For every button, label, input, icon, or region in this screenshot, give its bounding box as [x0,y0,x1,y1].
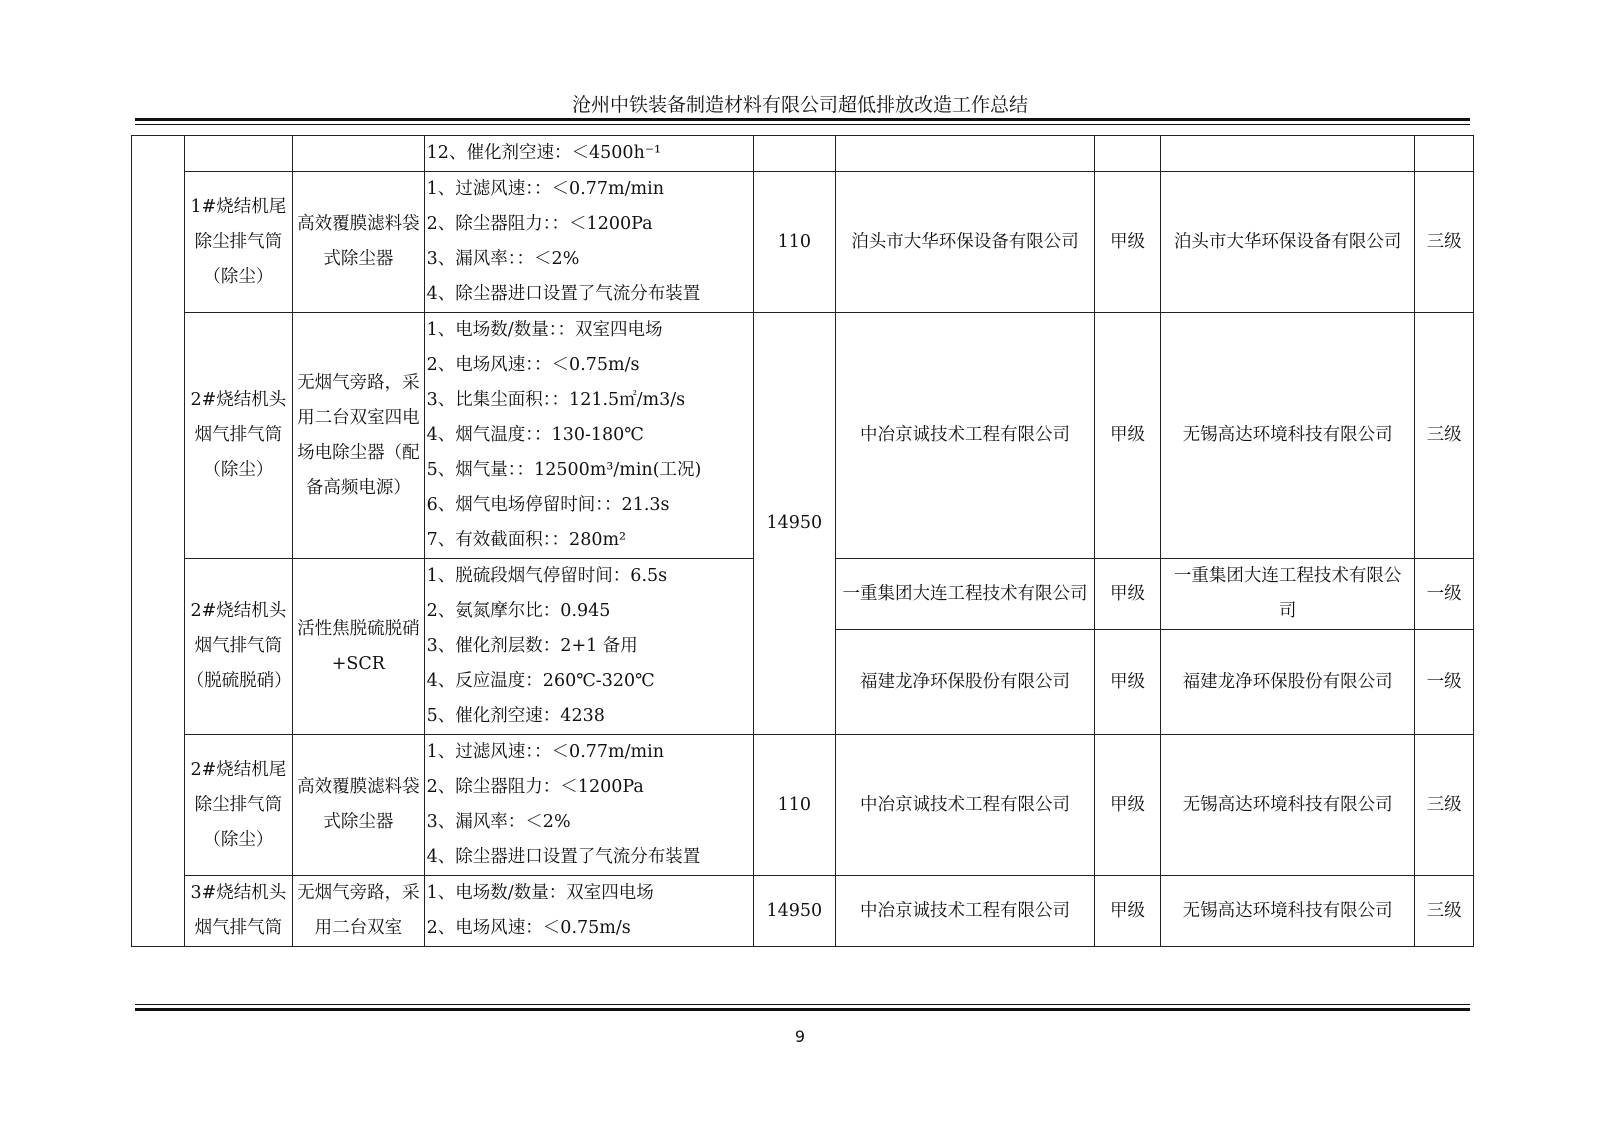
value-cell [753,136,835,172]
left-stub-cell [132,136,185,947]
param-line: 4、反应温度：260℃-320℃ [426,671,655,691]
name-cell [184,136,292,172]
param-line: 4、除尘器进口设置了气流分布装置 [426,284,701,304]
param-line: 7、有效截面积：：280m² [426,530,627,550]
value-cell: 110 [753,735,835,876]
build-grade-cell: 一级 [1415,559,1474,630]
param-line: 2、氨氮摩尔比：0.945 [426,601,611,621]
param-line: 5、烟气量：：12500m³/min(工况) [426,460,702,480]
footer-rule-thin [135,1004,1470,1005]
build-grade-cell [1415,136,1474,172]
builder-cell: 一重集团大连工程技术有限公司 [1160,559,1414,630]
name-cell: 2#烧结机头烟气排气筒（除尘） [184,313,292,559]
builder-cell [1160,136,1414,172]
tech-cell: 高效覆膜滤料袋式除尘器 [293,172,425,313]
table-row [132,735,1474,876]
param-line: 1、电场数/数量：：双室四电场 [426,320,663,340]
builder-cell: 无锡高达环境科技有限公司 [1160,735,1414,876]
footer-rule-thick [135,1008,1470,1011]
value-cell: 110 [753,172,835,313]
tech-cell: 无烟气旁路，采用二台双室 [293,876,425,947]
build-grade-cell: 三级 [1415,735,1474,876]
design-grade-cell: 甲级 [1095,172,1161,313]
designer-cell [835,136,1094,172]
params-cell [424,313,753,559]
builder-cell: 无锡高达环境科技有限公司 [1160,313,1414,559]
build-grade-cell: 三级 [1415,876,1474,947]
builder-cell: 福建龙净环保股份有限公司 [1160,630,1414,735]
name-cell: 1#烧结机尾除尘排气筒（除尘） [184,172,292,313]
header-rule-thick [135,118,1470,121]
table-row [132,876,1474,947]
design-grade-cell [1095,136,1161,172]
tech-cell [293,136,425,172]
value-cell: 14950 [753,313,835,735]
designer-cell: 中冶京诚技术工程有限公司 [835,735,1094,876]
build-grade-cell: 三级 [1415,172,1474,313]
page-number: 9 [794,1027,806,1046]
build-grade-cell: 三级 [1415,313,1474,559]
name-cell: 3#烧结机头烟气排气筒 [184,876,292,947]
tech-cell: 活性焦脱硫脱硝+SCR [293,559,425,735]
param-line: 1、过滤风速：：＜0.77m/min [426,179,664,199]
param-line: 1、电场数/数量：双室四电场 [426,883,654,903]
table-row [132,136,1474,172]
params-cell [424,876,753,947]
design-grade-cell: 甲级 [1095,313,1161,559]
param-line: 3、漏风率：：＜2% [426,249,580,269]
param-line: 2、除尘器阻力：＜1200Pa [426,777,644,797]
tech-cell: 无烟气旁路，采用二台双室四电场电除尘器（配备高频电源） [293,313,425,559]
param-line: 1、脱硫段烟气停留时间：6.5s [426,566,668,586]
param-line: 6、烟气电场停留时间：：21.3s [426,495,670,515]
param-line: 1、过滤风速：：＜0.77m/min [426,742,664,762]
designer-cell: 中冶京诚技术工程有限公司 [835,313,1094,559]
tech-cell: 高效覆膜滤料袋式除尘器 [293,735,425,876]
builder-cell: 泊头市大华环保设备有限公司 [1160,172,1414,313]
designer-cell: 中冶京诚技术工程有限公司 [835,876,1094,947]
params-cell [424,735,753,876]
equipment-table [131,135,1474,947]
table-row [132,172,1474,313]
param-line: 2、除尘器阻力：：＜1200Pa [426,214,653,234]
design-grade-cell: 甲级 [1095,630,1161,735]
table-row [132,313,1474,559]
param-line: 2、电场风速：＜0.75m/s [426,918,631,938]
header-rule-thin [135,124,1470,125]
param-line: 12、催化剂空速：＜4500h⁻¹ [426,143,661,163]
build-grade-cell: 一级 [1415,630,1474,735]
design-grade-cell: 甲级 [1095,876,1161,947]
design-grade-cell: 甲级 [1095,559,1161,630]
designer-cell: 泊头市大华环保设备有限公司 [835,172,1094,313]
param-line: 3、漏风率：＜2% [426,812,571,832]
param-line: 5、催化剂空速：4238 [426,706,605,726]
designer-cell: 福建龙净环保股份有限公司 [835,630,1094,735]
params-cell [424,172,753,313]
param-line: 2、电场风速：：＜0.75m/s [426,355,640,375]
name-cell: 2#烧结机尾除尘排气筒（除尘） [184,735,292,876]
design-grade-cell: 甲级 [1095,735,1161,876]
params-cell [424,136,753,172]
builder-cell: 无锡高达环境科技有限公司 [1160,876,1414,947]
params-cell [424,559,753,735]
param-line: 4、除尘器进口设置了气流分布装置 [426,847,701,867]
value-cell: 14950 [753,876,835,947]
param-line: 3、催化剂层数：2+1 备用 [426,636,638,656]
param-line: 3、比集尘面积：：121.5㎡/m3/s [426,390,686,410]
designer-cell: 一重集团大连工程技术有限公司 [835,559,1094,630]
param-line: 4、烟气温度：：130-180℃ [426,425,644,445]
page-header-title: 沧州中铁装备制造材料有限公司超低排放改造工作总结 [571,94,1028,116]
name-cell: 2#烧结机头烟气排气筒（脱硫脱硝） [184,559,292,735]
